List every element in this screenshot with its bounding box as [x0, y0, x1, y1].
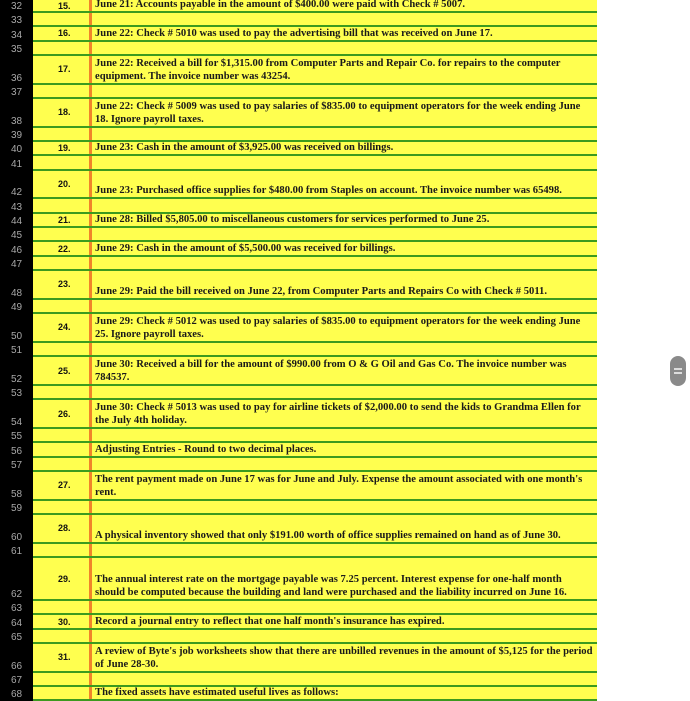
- sheet-row: [0, 128, 597, 142]
- item-number-cell[interactable]: 30.: [33, 615, 92, 627]
- sheet-row: [0, 687, 597, 701]
- description-cell[interactable]: June 22: Check # 5010 was used to pay the advertising bill that was received on June 17.: [95, 27, 493, 39]
- row-header[interactable]: 63: [0, 601, 33, 615]
- row-cells: [33, 687, 597, 701]
- row-cells: [33, 0, 597, 13]
- description-cell[interactable]: June 30: Received a bill for the amount of $990.00 from O & G Oil and Gas Co. The invoice number was 784537.: [95, 358, 567, 383]
- item-number-cell[interactable]: 31.: [33, 644, 92, 671]
- description-cell[interactable]: The fixed assets have estimated useful lives as follows:: [95, 687, 339, 699]
- sheet-row: [0, 343, 597, 357]
- item-number-cell[interactable]: [33, 85, 92, 97]
- row-header[interactable]: 66: [0, 644, 33, 673]
- row-header[interactable]: 35: [0, 42, 33, 56]
- row-header[interactable]: 58: [0, 472, 33, 501]
- row-cells: [33, 13, 597, 27]
- row-header[interactable]: 59: [0, 501, 33, 515]
- row-header[interactable]: 67: [0, 673, 33, 687]
- item-number-cell[interactable]: [33, 601, 92, 613]
- description-cell[interactable]: [92, 199, 597, 211]
- row-cells: [33, 558, 597, 601]
- description-cell[interactable]: Adjusting Entries - Round to two decimal places.: [95, 443, 317, 455]
- row-header[interactable]: 64: [0, 615, 33, 629]
- row-cells: [33, 314, 597, 343]
- description-cell[interactable]: A review of Byte's job worksheets show that there are unbilled revenues in the amount of $5,125 for the period of June 28-30.: [95, 645, 593, 670]
- description-cell[interactable]: June 28: Billed $5,805.00 to miscellaneous customers for services performed to June 25.: [95, 214, 490, 226]
- row-header[interactable]: 42: [0, 171, 33, 200]
- item-number-cell[interactable]: [33, 673, 92, 685]
- row-cells: [33, 99, 597, 128]
- row-header[interactable]: 54: [0, 400, 33, 429]
- description-cell[interactable]: [92, 630, 597, 642]
- item-number-cell[interactable]: [33, 501, 92, 513]
- description-cell[interactable]: [92, 673, 597, 685]
- description-cell[interactable]: [92, 458, 597, 470]
- row-header[interactable]: 57: [0, 458, 33, 472]
- sheet-row: [0, 257, 597, 271]
- row-cells: [33, 601, 597, 615]
- row-header[interactable]: 37: [0, 85, 33, 99]
- sheet-row: [0, 458, 597, 472]
- row-header[interactable]: 34: [0, 27, 33, 41]
- description-cell[interactable]: June 29: Paid the bill received on June 22, from Computer Parts and Repairs Co with Check # 5011.: [95, 285, 547, 297]
- row-cells: [33, 85, 597, 99]
- row-cells: [33, 27, 597, 41]
- description-cell[interactable]: [92, 544, 597, 556]
- row-header[interactable]: 33: [0, 13, 33, 27]
- description-cell[interactable]: June 29: Cash in the amount of $5,500.00 was received for billings.: [95, 242, 396, 254]
- row-cells: [33, 630, 597, 644]
- row-cells: [33, 128, 597, 142]
- sheet-row: [0, 242, 597, 256]
- sheet-row: [0, 429, 597, 443]
- item-number-cell[interactable]: [33, 687, 92, 699]
- row-cells: [33, 171, 597, 200]
- sheet-row: [0, 99, 597, 128]
- row-cells: [33, 357, 597, 386]
- description-cell[interactable]: [92, 429, 597, 441]
- row-cells: [33, 56, 597, 85]
- item-number-cell[interactable]: 27.: [33, 472, 92, 499]
- description-cell[interactable]: June 22: Received a bill for $1,315.00 from Computer Parts and Repair Co. for repairs to the computer equipment. The invoice number was 43254.: [95, 57, 561, 82]
- description-cell[interactable]: The annual interest rate on the mortgage payable was 7.25 percent. Interest expense for one-half month should be computed because the building and land were purchased and the liability incurred on June 16.: [95, 574, 567, 599]
- description-cell[interactable]: [92, 300, 597, 312]
- sheet-row: [0, 271, 597, 300]
- description-cell[interactable]: [92, 601, 597, 613]
- description-cell[interactable]: [92, 257, 597, 269]
- row-cells: [33, 472, 597, 501]
- row-header[interactable]: 38: [0, 99, 33, 128]
- item-number-cell[interactable]: [33, 443, 92, 455]
- item-number-cell[interactable]: 24.: [33, 314, 92, 341]
- item-number-cell[interactable]: 25.: [33, 357, 92, 384]
- description-cell[interactable]: [92, 228, 597, 240]
- row-header[interactable]: 55: [0, 429, 33, 443]
- sheet-row: [0, 472, 597, 501]
- row-cells: [33, 156, 597, 170]
- row-header[interactable]: 45: [0, 228, 33, 242]
- item-number-cell[interactable]: 21.: [33, 214, 92, 226]
- row-header[interactable]: 36: [0, 56, 33, 85]
- item-number-cell[interactable]: 26.: [33, 400, 92, 427]
- item-number-cell[interactable]: [33, 386, 92, 398]
- sheet-row: [0, 300, 597, 314]
- row-header[interactable]: 39: [0, 128, 33, 142]
- row-cells: [33, 228, 597, 242]
- row-cells: [33, 501, 597, 515]
- row-header[interactable]: 61: [0, 544, 33, 558]
- sheet-row: [0, 27, 597, 41]
- sheet-row: [0, 443, 597, 457]
- row-header[interactable]: 41: [0, 156, 33, 170]
- description-cell[interactable]: [92, 85, 597, 97]
- row-header[interactable]: 32: [0, 0, 33, 13]
- sheet-row: [0, 228, 597, 242]
- row-header[interactable]: 47: [0, 257, 33, 271]
- row-cells: [33, 458, 597, 472]
- row-cells: [33, 199, 597, 213]
- item-number-cell[interactable]: [33, 257, 92, 269]
- row-cells: [33, 429, 597, 443]
- scrollbar-thumb[interactable]: [670, 356, 686, 386]
- row-cells: [33, 515, 597, 544]
- item-number-cell[interactable]: 28.: [33, 515, 92, 542]
- row-cells: [33, 400, 597, 429]
- row-cells: [33, 42, 597, 56]
- item-number-cell[interactable]: [33, 156, 92, 168]
- sheet-row: [0, 630, 597, 644]
- item-number-cell[interactable]: [33, 458, 92, 470]
- row-cells: [33, 242, 597, 256]
- sheet-row: [0, 515, 597, 544]
- row-header[interactable]: 53: [0, 386, 33, 400]
- description-cell[interactable]: [92, 13, 597, 25]
- item-number-cell[interactable]: [33, 228, 92, 240]
- description-cell[interactable]: Record a journal entry to reflect that one half month's insurance has expired.: [95, 615, 445, 627]
- item-number-cell[interactable]: [33, 13, 92, 25]
- item-number-cell[interactable]: 18.: [33, 99, 92, 126]
- description-cell[interactable]: [92, 501, 597, 513]
- row-header[interactable]: 43: [0, 199, 33, 213]
- item-number-cell[interactable]: 29.: [33, 558, 92, 599]
- item-number-cell[interactable]: 16.: [33, 27, 92, 39]
- item-number-cell[interactable]: 20.: [33, 171, 92, 198]
- sheet-row: [0, 501, 597, 515]
- sheet-row: [0, 400, 597, 429]
- item-number-cell[interactable]: 17.: [33, 56, 92, 83]
- item-number-cell[interactable]: [33, 300, 92, 312]
- row-cells: [33, 615, 597, 629]
- item-number-cell[interactable]: 23.: [33, 271, 92, 298]
- sheet-row: [0, 85, 597, 99]
- description-cell[interactable]: A physical inventory showed that only $191.00 worth of office supplies remained on hand as of June 30.: [95, 529, 561, 541]
- description-cell[interactable]: [92, 128, 597, 140]
- sheet-row: [0, 644, 597, 673]
- row-header[interactable]: 44: [0, 214, 33, 228]
- sheet-row: [0, 386, 597, 400]
- row-header[interactable]: 56: [0, 443, 33, 457]
- sheet-row: [0, 0, 597, 13]
- row-header[interactable]: 49: [0, 300, 33, 314]
- row-cells: [33, 386, 597, 400]
- row-cells: [33, 443, 597, 457]
- sheet-row: [0, 56, 597, 85]
- row-cells: [33, 142, 597, 156]
- description-cell[interactable]: June 29: Check # 5012 was used to pay salaries of $835.00 to equipment operators for the week ending June 25. Ignore payroll taxes.: [95, 315, 581, 340]
- row-header[interactable]: 68: [0, 687, 33, 701]
- row-cells: [33, 544, 597, 558]
- item-number-cell[interactable]: [33, 42, 92, 54]
- row-cells: [33, 214, 597, 228]
- item-number-cell[interactable]: 22.: [33, 242, 92, 254]
- row-cells: [33, 271, 597, 300]
- sheet-row: [0, 544, 597, 558]
- sheet-row: [0, 171, 597, 200]
- row-cells: [33, 673, 597, 687]
- sheet-row: [0, 357, 597, 386]
- item-number-cell[interactable]: [33, 343, 92, 355]
- sheet-row: [0, 314, 597, 343]
- row-header[interactable]: 50: [0, 314, 33, 343]
- sheet-row: [0, 601, 597, 615]
- description-cell[interactable]: The rent payment made on June 17 was for June and July. Expense the amount associated with one month's rent.: [95, 473, 583, 498]
- row-cells: [33, 644, 597, 673]
- sheet-row: [0, 13, 597, 27]
- item-number-cell[interactable]: 19.: [33, 142, 92, 154]
- item-number-cell[interactable]: 15.: [33, 0, 92, 11]
- row-header[interactable]: 46: [0, 242, 33, 256]
- row-cells: [33, 257, 597, 271]
- description-cell[interactable]: [92, 386, 597, 398]
- sheet-row: [0, 156, 597, 170]
- row-header[interactable]: 60: [0, 515, 33, 544]
- item-number-cell[interactable]: [33, 429, 92, 441]
- description-cell[interactable]: June 23: Cash in the amount of $3,925.00 was received on billings.: [95, 142, 394, 154]
- description-cell[interactable]: [92, 156, 597, 168]
- sheet-row: [0, 673, 597, 687]
- row-cells: [33, 343, 597, 357]
- description-cell[interactable]: June 23: Purchased office supplies for $480.00 from Staples on account. The invoice number was 65498.: [95, 185, 562, 197]
- row-header[interactable]: 48: [0, 271, 33, 300]
- sheet-row: [0, 199, 597, 213]
- item-number-cell[interactable]: [33, 630, 92, 642]
- description-cell[interactable]: June 30: Check # 5013 was used to pay for airline tickets of $2,000.00 to send the kids to Grandma Ellen for the July 4th holiday.: [95, 402, 581, 427]
- row-header[interactable]: 52: [0, 357, 33, 386]
- sheet-row: [0, 558, 597, 601]
- sheet-row: [0, 615, 597, 629]
- row-header[interactable]: 62: [0, 558, 33, 601]
- sheet-row: [0, 142, 597, 156]
- sheet-row: [0, 42, 597, 56]
- row-cells: [33, 300, 597, 314]
- row-header[interactable]: 40: [0, 142, 33, 156]
- row-header[interactable]: 51: [0, 343, 33, 357]
- item-number-cell[interactable]: [33, 199, 92, 211]
- description-cell[interactable]: June 22: Check # 5009 was used to pay salaries of $835.00 to equipment operators for the week ending June 18. Ignore payroll taxes.: [95, 100, 581, 125]
- description-cell[interactable]: [92, 343, 597, 355]
- description-cell[interactable]: [92, 42, 597, 54]
- row-header[interactable]: 65: [0, 630, 33, 644]
- description-cell[interactable]: June 21: Accounts payable in the amount of $400.00 were paid with Check # 5007.: [95, 0, 466, 10]
- item-number-cell[interactable]: [33, 544, 92, 556]
- item-number-cell[interactable]: [33, 128, 92, 140]
- sheet-row: [0, 214, 597, 228]
